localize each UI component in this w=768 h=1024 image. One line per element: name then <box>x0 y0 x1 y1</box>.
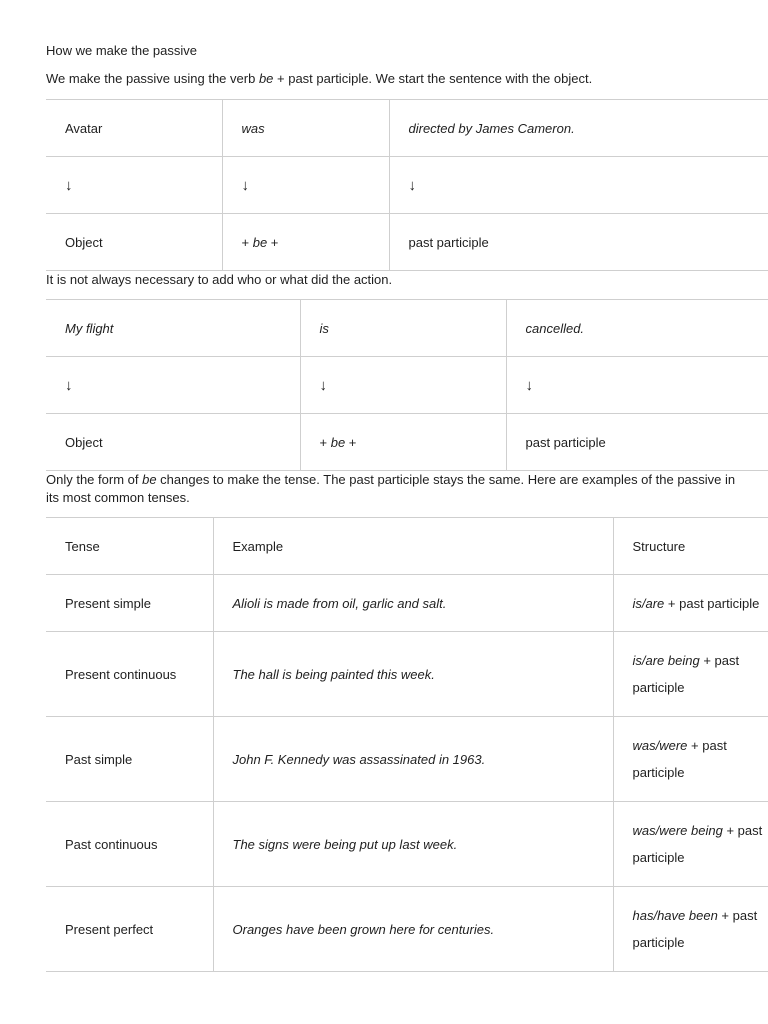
intro-text-after: + past participle. We start the sentence with the object. <box>273 71 593 86</box>
be-label: + be + <box>222 214 389 271</box>
passive-tenses-table <box>46 517 768 972</box>
table-row <box>46 414 768 471</box>
intro-verb-be: be <box>258 71 274 86</box>
down-arrow-icon: ↓ <box>506 357 768 414</box>
tense-cell: Present simple <box>46 575 213 632</box>
intro-paragraph <box>46 70 592 88</box>
tense-cell: Past simple <box>46 717 213 802</box>
example-cell: John F. Kennedy was assassinated in 1963. <box>213 717 613 802</box>
example-cell: Alioli is made from oil, garlic and salt. <box>213 575 613 632</box>
structure-cell: is/are being + past participle <box>613 632 768 717</box>
table-row <box>46 887 768 972</box>
structure-cell: was/were + past participle <box>613 717 768 802</box>
table-row <box>46 717 768 802</box>
example-cell: The signs were being put up last week. <box>213 802 613 887</box>
header-structure: Structure <box>613 518 768 575</box>
tense-cell: Present perfect <box>46 887 213 972</box>
example-cell: The hall is being painted this week. <box>213 632 613 717</box>
down-arrow-icon: ↓ <box>300 357 506 414</box>
down-arrow-icon: ↓ <box>46 357 300 414</box>
tense-cell: Past continuous <box>46 802 213 887</box>
down-arrow-icon: ↓ <box>389 157 768 214</box>
object-label: Object <box>46 414 300 471</box>
object-cell: My flight <box>46 300 300 357</box>
tense-cell: Present continuous <box>46 632 213 717</box>
passive-example-table-avatar <box>46 99 768 271</box>
down-arrow-icon: ↓ <box>222 157 389 214</box>
participle-label: past participle <box>506 414 768 471</box>
header-tense: Tense <box>46 518 213 575</box>
be-cell: was <box>222 100 389 157</box>
participle-cell: directed by James Cameron. <box>389 100 768 157</box>
table-row <box>46 300 768 357</box>
table-row <box>46 100 768 157</box>
intro-text-before: We make the passive using the verb <box>46 71 259 86</box>
table-row <box>46 357 768 414</box>
tenses-paragraph: Only the form of be changes to make the tense. The past participle stays the same. Here are examples of the passive in its most common tenses. <box>46 472 736 505</box>
table-row <box>46 575 768 632</box>
header-example: Example <box>213 518 613 575</box>
object-cell: Avatar <box>46 100 222 157</box>
be-cell: is <box>300 300 506 357</box>
participle-label: past participle <box>389 214 768 271</box>
table-header-row <box>46 518 768 575</box>
note-paragraph: It is not always necessary to add who or what did the action. <box>46 272 393 287</box>
structure-cell: was/were being + past participle <box>613 802 768 887</box>
table-row <box>46 157 768 214</box>
section-heading: How we make the passive <box>46 43 198 58</box>
example-cell: Oranges have been grown here for centuries. <box>213 887 613 972</box>
table-row <box>46 632 768 717</box>
be-label: + be + <box>300 414 506 471</box>
passive-example-table-flight <box>46 299 768 471</box>
down-arrow-icon: ↓ <box>46 157 222 214</box>
object-label: Object <box>46 214 222 271</box>
structure-cell: is/are + past participle <box>613 575 768 632</box>
structure-cell: has/have been + past participle <box>613 887 768 972</box>
table-row <box>46 214 768 271</box>
table-row <box>46 802 768 887</box>
participle-cell: cancelled. <box>506 300 768 357</box>
